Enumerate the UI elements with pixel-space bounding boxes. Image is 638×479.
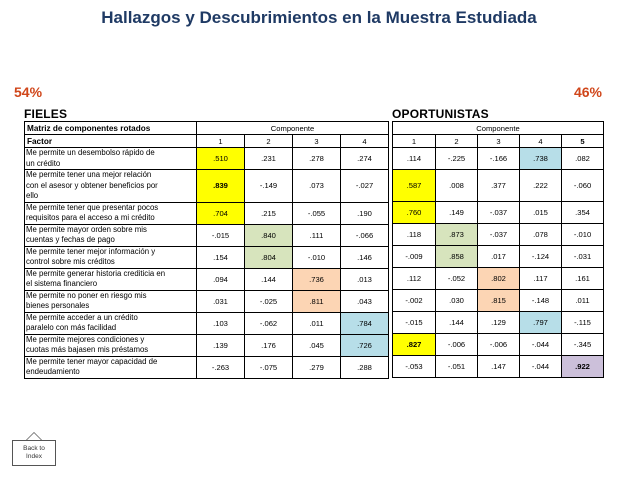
loading-cell: .078 [520, 224, 562, 246]
header-row [25, 122, 389, 135]
loading-cell: .094 [197, 268, 245, 290]
loading-cell: .013 [341, 268, 389, 290]
back-to-index-button[interactable] [12, 440, 56, 466]
loading-cell: .858 [436, 246, 478, 268]
loading-cell: -.062 [245, 312, 293, 334]
loading-cell: .215 [245, 202, 293, 224]
factor-name: Me permite acceder a un crédito paralelo con más facilidad [25, 312, 197, 334]
table-row [25, 148, 389, 170]
loading-cell: .354 [562, 202, 604, 224]
loading-cell: .011 [562, 290, 604, 312]
loading-cell: .922 [562, 356, 604, 378]
loading-cell: -.010 [562, 224, 604, 246]
loading-cell: -.053 [393, 356, 436, 378]
header-row [25, 135, 389, 148]
loading-cell: .815 [478, 290, 520, 312]
loading-cell: .117 [520, 268, 562, 290]
loading-cell: .587 [393, 170, 436, 202]
factor-label: Factor [25, 135, 197, 148]
page-title: Hallazgos y Descubrimientos en la Muestra Estudiada [101, 8, 537, 27]
loading-cell: -.060 [562, 170, 604, 202]
loading-cell: -.010 [293, 246, 341, 268]
table-row [25, 334, 389, 356]
loading-cell: .736 [293, 268, 341, 290]
table-row [393, 246, 604, 268]
loading-cell: -.148 [520, 290, 562, 312]
column-header: 2 [436, 135, 478, 148]
table-row [25, 246, 389, 268]
loading-cell: -.015 [393, 312, 436, 334]
component-label: Componente [393, 122, 604, 135]
back-arrow-icon[interactable] [26, 432, 42, 440]
table-row [393, 356, 604, 378]
loading-cell: -.051 [436, 356, 478, 378]
loading-cell: .015 [520, 202, 562, 224]
loading-cell: .144 [245, 268, 293, 290]
loading-cell: .726 [341, 334, 389, 356]
loading-cell: .827 [393, 334, 436, 356]
loading-cell: .045 [293, 334, 341, 356]
factor-name: Me permite no poner en riesgo mis bienes personales [25, 290, 197, 312]
loading-cell: .161 [562, 268, 604, 290]
fieles-percentage: 54% [14, 84, 43, 100]
table-row [393, 312, 604, 334]
table-row [393, 268, 604, 290]
loading-cell: .112 [393, 268, 436, 290]
loading-cell: -.055 [293, 202, 341, 224]
loading-cell: .804 [245, 246, 293, 268]
loading-cell: -.052 [436, 268, 478, 290]
factor-name: Me permite mejores condiciones y cuotas más bajasen mis préstamos [25, 334, 197, 356]
loading-cell: .797 [520, 312, 562, 334]
table-title: Matriz de componentes rotados [25, 122, 197, 135]
loading-cell: .147 [478, 356, 520, 378]
header-row [393, 122, 604, 135]
loading-cell: .008 [436, 170, 478, 202]
table-row [25, 224, 389, 246]
loading-cell: .146 [341, 246, 389, 268]
loading-cell: .144 [436, 312, 478, 334]
column-header: 1 [197, 135, 245, 148]
loading-cell: .149 [436, 202, 478, 224]
loading-cell: -.066 [341, 224, 389, 246]
oportunistas-heading: OPORTUNISTAS [392, 107, 489, 121]
column-header: 4 [520, 135, 562, 148]
loading-cell: -.037 [478, 224, 520, 246]
loading-cell: .840 [245, 224, 293, 246]
loading-cell: -.225 [436, 148, 478, 170]
loading-cell: .103 [197, 312, 245, 334]
loading-cell: .278 [293, 148, 341, 170]
back-button-line1: Back to [23, 445, 45, 452]
loading-cell: .114 [393, 148, 436, 170]
loading-cell: .760 [393, 202, 436, 224]
loading-cell: .873 [436, 224, 478, 246]
table-row [393, 334, 604, 356]
loading-cell: .274 [341, 148, 389, 170]
loading-cell: -.044 [520, 334, 562, 356]
loading-cell: -.027 [341, 170, 389, 203]
loading-cell: -.025 [245, 290, 293, 312]
loading-cell: .129 [478, 312, 520, 334]
oportunistas-component-matrix [392, 121, 604, 378]
oportunistas-percentage: 46% [573, 84, 602, 100]
loading-cell: .073 [293, 170, 341, 203]
column-header: 2 [245, 135, 293, 148]
table-row [25, 356, 389, 378]
loading-cell: -.006 [436, 334, 478, 356]
loading-cell: .811 [293, 290, 341, 312]
loading-cell: .288 [341, 356, 389, 378]
loading-cell: .017 [478, 246, 520, 268]
loading-cell: .031 [197, 290, 245, 312]
loading-cell: -.263 [197, 356, 245, 378]
loading-cell: .738 [520, 148, 562, 170]
loading-cell: -.124 [520, 246, 562, 268]
loading-cell: .154 [197, 246, 245, 268]
loading-cell: -.166 [478, 148, 520, 170]
loading-cell: -.044 [520, 356, 562, 378]
table-row [25, 290, 389, 312]
factor-name: Me permite tener que presentar pocos requisitos para el acceso a mi crédito [25, 202, 197, 224]
back-button-line2: Index [26, 453, 42, 460]
loading-cell: -.006 [478, 334, 520, 356]
table-row [393, 148, 604, 170]
table-row [393, 290, 604, 312]
fieles-heading: FIELES [24, 107, 68, 121]
loading-cell: .082 [562, 148, 604, 170]
loading-cell: -.149 [245, 170, 293, 203]
fieles-component-matrix [24, 121, 389, 379]
loading-cell: .043 [341, 290, 389, 312]
table-row [25, 312, 389, 334]
loading-cell: .279 [293, 356, 341, 378]
factor-name: Me permite tener mayor capacidad de endeudamiento [25, 356, 197, 378]
column-header: 3 [293, 135, 341, 148]
loading-cell: .030 [436, 290, 478, 312]
loading-cell: .784 [341, 312, 389, 334]
table-row [25, 170, 389, 203]
loading-cell: -.002 [393, 290, 436, 312]
loading-cell: .802 [478, 268, 520, 290]
table-row [393, 170, 604, 202]
table-row [25, 268, 389, 290]
loading-cell: .704 [197, 202, 245, 224]
factor-name: Me permite tener una mejor relación con el asesor y obtener beneficios por ello [25, 170, 197, 203]
table-row [393, 224, 604, 246]
loading-cell: .118 [393, 224, 436, 246]
loading-cell: .011 [293, 312, 341, 334]
factor-name: Me permite un desembolso rápido de un crédito [25, 148, 197, 170]
factor-name: Me permite mayor orden sobre mis cuentas y fechas de pago [25, 224, 197, 246]
factor-name: Me permite tener mejor información y control sobre mis créditos [25, 246, 197, 268]
loading-cell: .190 [341, 202, 389, 224]
factor-name: Me permite generar historia crediticia en el sistema financiero [25, 268, 197, 290]
loading-cell: .222 [520, 170, 562, 202]
loading-cell: -.075 [245, 356, 293, 378]
column-header: 4 [341, 135, 389, 148]
component-label: Componente [197, 122, 389, 135]
table-row [25, 202, 389, 224]
loading-cell: .231 [245, 148, 293, 170]
loading-cell: .176 [245, 334, 293, 356]
loading-cell: -.345 [562, 334, 604, 356]
loading-cell: .111 [293, 224, 341, 246]
loading-cell: .839 [197, 170, 245, 203]
table-row [393, 202, 604, 224]
loading-cell: .377 [478, 170, 520, 202]
column-header: 5 [562, 135, 604, 148]
loading-cell: .510 [197, 148, 245, 170]
header-row [393, 135, 604, 148]
column-header: 3 [478, 135, 520, 148]
loading-cell: -.009 [393, 246, 436, 268]
loading-cell: .139 [197, 334, 245, 356]
loading-cell: -.115 [562, 312, 604, 334]
column-header: 1 [393, 135, 436, 148]
loading-cell: -.037 [478, 202, 520, 224]
loading-cell: -.015 [197, 224, 245, 246]
loading-cell: -.031 [562, 246, 604, 268]
